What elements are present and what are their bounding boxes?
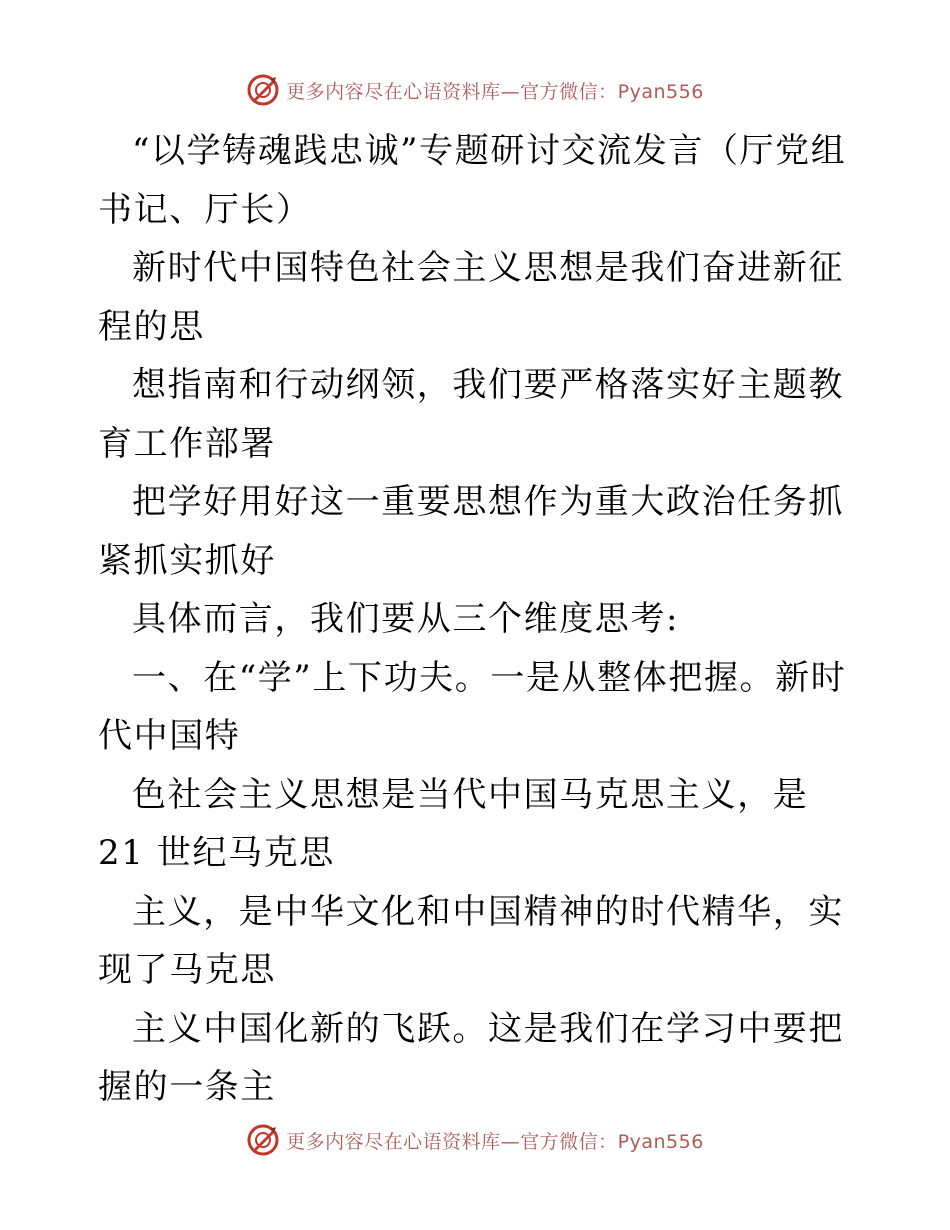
quill-pen-logo-icon (246, 1123, 280, 1157)
body-paragraph: 一、在“学”上下功夫。一是从整体把握。新时代中国特 (98, 657, 847, 756)
quill-pen-logo-icon (246, 73, 280, 107)
body-paragraph: 主义，是中华文化和中国精神的时代精华，实现了马克思 (98, 891, 844, 990)
body-paragraph: 主义中国化新的飞跃。这是我们在学习中要把握的一条主 (98, 1008, 844, 1107)
body-paragraph: 色社会主义思想是当代中国马克思主义，是 21 世纪马克思 (98, 774, 809, 873)
footer-banner-text: 更多内容尽在心语资料库—官方微信：Pyan556 (286, 1130, 704, 1153)
header-watermark-banner (0, 70, 950, 110)
header-banner-text: 更多内容尽在心语资料库—官方微信：Pyan556 (286, 80, 704, 103)
body-paragraph: 想指南和行动纲领，我们要严格落实好主题教育工作部署 (98, 365, 844, 464)
document-title-paragraph: “以学铸魂践忠诚”专题研讨交流发言（厅党组书记、厅长） (98, 131, 847, 230)
body-paragraph: 新时代中国特色社会主义思想是我们奋进新征程的思 (98, 248, 844, 347)
document-body (98, 122, 858, 1117)
footer-watermark-banner (0, 1120, 950, 1160)
body-paragraph: 把学好用好这一重要思想作为重大政治任务抓紧抓实抓好 (98, 482, 844, 581)
body-paragraph: 具体而言，我们要从三个维度思考: (132, 599, 680, 639)
